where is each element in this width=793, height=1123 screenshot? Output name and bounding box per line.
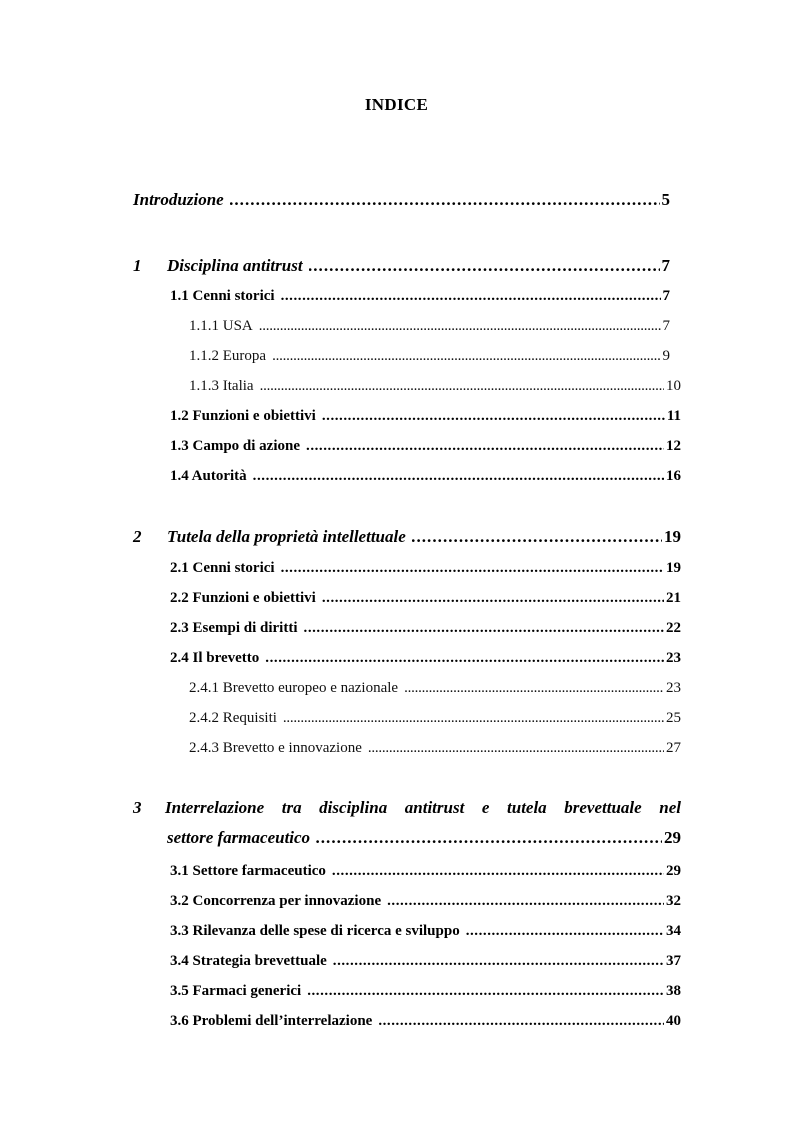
toc-entry-section[interactable]	[170, 408, 681, 425]
toc-page-number: 22	[666, 620, 681, 636]
toc-entry-section[interactable]	[170, 983, 681, 1000]
toc-entry-subsection[interactable]	[189, 378, 681, 395]
chapter-number: 2	[133, 527, 142, 546]
toc-entry-section[interactable]	[170, 650, 681, 667]
toc-page-number: 16	[666, 468, 681, 484]
dot-leader	[309, 256, 660, 276]
toc-label: 2.3 Esempi di diritti	[170, 620, 298, 636]
dot-leader	[260, 378, 664, 395]
chapter-number: 1	[133, 256, 142, 275]
dot-leader	[332, 863, 664, 880]
toc-entry-section[interactable]	[170, 468, 681, 485]
toc-entry-subsection[interactable]	[189, 348, 670, 365]
toc-label: 2.4.3 Brevetto e innovazione	[189, 740, 362, 756]
toc-entry-section[interactable]	[170, 893, 681, 910]
toc-label: 1.1.1 USA	[189, 318, 253, 334]
toc-label: 3.5 Farmaci generici	[170, 983, 302, 999]
toc-entry-section[interactable]	[170, 288, 670, 305]
toc-label: 2.1 Cenni storici	[170, 560, 275, 576]
toc-page-number: 29	[664, 828, 681, 847]
toc-chapter-3-title-line1[interactable]: Interrelazione tra disciplina antitrust e tutela brevettuale nel	[165, 798, 681, 817]
toc-label: 1.2 Funzioni e obiettivi	[170, 408, 316, 424]
dot-leader	[265, 650, 664, 667]
dot-leader	[322, 408, 665, 425]
toc-entry-section[interactable]	[170, 923, 681, 940]
toc-label: 2.4.1 Brevetto europeo e nazionale	[189, 680, 399, 696]
dot-leader	[306, 438, 664, 455]
toc-entry-section[interactable]	[170, 863, 681, 880]
toc-label: 3.2 Concorrenza per innovazione	[170, 893, 382, 909]
dot-leader	[253, 468, 664, 485]
toc-label: 1.1.3 Italia	[189, 378, 254, 394]
toc-label: 2.4 Il brevetto	[170, 650, 260, 666]
toc-entry-section[interactable]	[170, 438, 681, 455]
page-title: INDICE	[364, 95, 429, 114]
dot-leader	[368, 740, 664, 757]
toc-page-number: 19	[664, 527, 681, 546]
toc-label: 2.4.2 Requisiti	[189, 710, 277, 726]
toc-entry-subsection[interactable]	[189, 318, 670, 335]
toc-entry-section[interactable]	[170, 620, 681, 637]
dot-leader	[412, 527, 662, 547]
toc-entry-chapter-3[interactable]	[167, 828, 681, 848]
dot-leader	[283, 710, 664, 727]
toc-page-number: 7	[662, 318, 670, 334]
toc-label: Tutela della proprietà intellettuale	[167, 527, 406, 546]
toc-page-number: 37	[666, 953, 681, 969]
dot-leader	[304, 620, 664, 637]
dot-leader	[272, 348, 660, 365]
toc-label: 1.1 Cenni storici	[170, 288, 275, 304]
toc-label: 3.3 Rilevanza delle spese di ricerca e sviluppo	[170, 923, 460, 939]
toc-label: 3.1 Settore farmaceutico	[170, 863, 326, 879]
dot-leader	[378, 1013, 664, 1030]
toc-page-number: 10	[666, 378, 681, 394]
dot-leader	[387, 893, 664, 910]
toc-page-number: 25	[666, 710, 681, 726]
toc-page-number: 21	[666, 590, 681, 606]
toc-page-number: 27	[666, 740, 681, 756]
toc-page-number: 38	[666, 983, 681, 999]
dot-leader	[281, 560, 664, 577]
dot-leader	[307, 983, 664, 1000]
dot-leader	[259, 318, 661, 335]
toc-page-number: 23	[666, 680, 681, 696]
toc-page-number: 5	[661, 190, 670, 209]
dot-leader	[333, 953, 664, 970]
dot-leader	[230, 190, 660, 210]
toc-label: settore farmaceutico	[167, 828, 311, 847]
toc-page-number: 19	[666, 560, 681, 576]
toc-page-number: 9	[662, 348, 670, 364]
dot-leader	[316, 828, 662, 848]
toc-label: 1.4 Autorità	[170, 468, 247, 484]
toc-label: 1.3 Campo di azione	[170, 438, 301, 454]
toc-page-number: 40	[666, 1013, 681, 1029]
toc-page-number: 7	[662, 288, 670, 304]
dot-leader	[281, 288, 661, 305]
toc-page-number: 34	[666, 923, 681, 939]
toc-entry-section[interactable]	[170, 953, 681, 970]
toc-label: 3.4 Strategia brevettuale	[170, 953, 327, 969]
toc-page-number: 29	[666, 863, 681, 879]
toc-entry-subsection[interactable]	[189, 710, 681, 727]
toc-entry-subsection[interactable]	[189, 740, 681, 757]
toc-entry-chapter-2[interactable]	[167, 527, 681, 547]
toc-label: 3.6 Problemi dell’interrelazione	[170, 1013, 373, 1029]
toc-entry-section[interactable]	[170, 590, 681, 607]
dot-leader	[322, 590, 664, 607]
toc-page-number: 12	[666, 438, 681, 454]
chapter-number: 3	[133, 798, 142, 817]
toc-page-number: 7	[661, 256, 670, 275]
toc-page-number: 32	[666, 893, 681, 909]
toc-entry-section[interactable]	[170, 1013, 681, 1030]
toc-label: Introduzione	[133, 190, 224, 209]
toc-page-number: 11	[666, 408, 681, 424]
dot-leader	[404, 680, 664, 697]
toc-entry-chapter-1[interactable]	[167, 256, 670, 276]
toc-label: 1.1.2 Europa	[189, 348, 267, 364]
toc-page-number: 23	[666, 650, 681, 666]
toc-entry-introduzione[interactable]	[133, 190, 670, 210]
toc-label: Disciplina antitrust	[167, 256, 303, 275]
dot-leader	[466, 923, 664, 940]
toc-label: 2.2 Funzioni e obiettivi	[170, 590, 316, 606]
toc-entry-section[interactable]	[170, 560, 681, 577]
toc-entry-subsection[interactable]	[189, 680, 681, 697]
